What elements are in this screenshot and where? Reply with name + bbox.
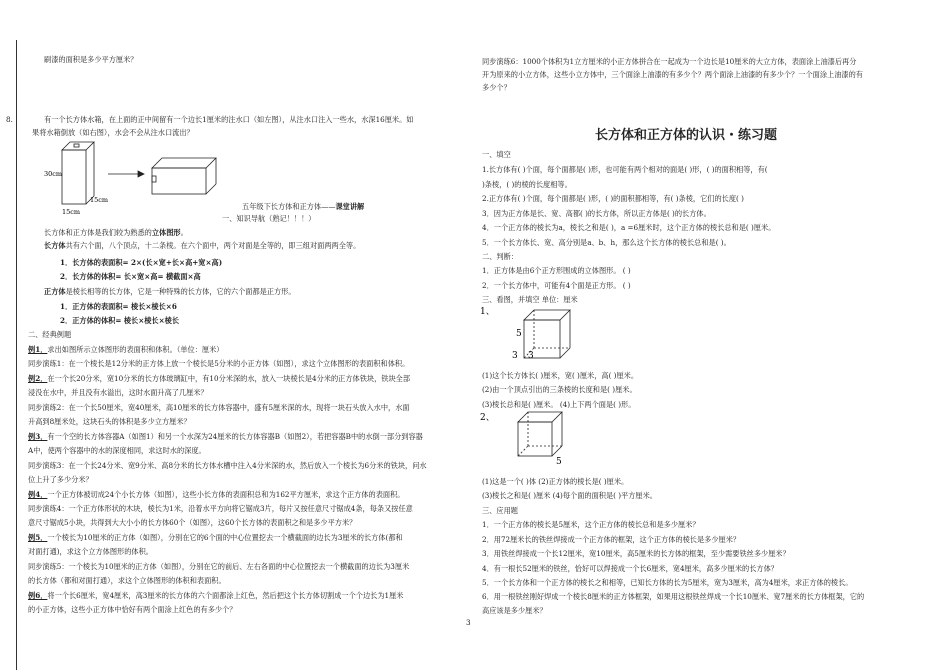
figure-question: (3)棱长总和是( )厘米。 (4)上下两个面是( )形。 — [482, 400, 636, 409]
page-number: 3 — [466, 618, 471, 627]
example-3: 例3．有一个空的长方体容器A（如图1）和另一个水深为24厘米的长方体容器B（如图2），若把容器B中的水倒一部分到容器 — [28, 432, 423, 441]
fig-label-15cm-b: 15cm — [90, 196, 109, 204]
text-line: 同步演练3：在一个长24分米、宽9分米、高8分米的长方体水槽中注入4分米深的水，然后放入一个棱长为6分米的铁块，问水 — [28, 461, 427, 470]
word-problem: 3．用铁丝焊接成一个长12厘米，宽10厘米，高5厘米的长方体的框架，至少需要铁丝多少厘米？ — [482, 549, 790, 558]
text-line: 同步演练2：在一个长50厘米，宽40厘米，高10厘米的长方体容器中，盛有5厘米深的水，现将一块石头放入水中，水面 — [28, 403, 410, 412]
section-heading: 三、看图，并填空 单位：厘米 — [482, 295, 578, 304]
figure-question: (2)由一个顶点引出的三条棱的长度和是( )厘米。 — [482, 385, 637, 394]
lesson-title: 五年级下长方体和正方体——课堂讲解 — [242, 202, 365, 211]
text-line: 同步演练1：在一个棱长是12分米的正方体上放一个棱长是5分米的小正方体（如图），求这个立体图形的表面积和体积。 — [28, 359, 410, 368]
question-number: 8. — [6, 115, 13, 124]
word-problem: 1．一个正方体的棱长是5厘米，这个正方体的棱长总和是多少厘米？ — [482, 520, 700, 529]
word-problem: 4．有一根长52厘米的铁丝，恰好可以焊接成一个长6厘米，宽4厘米，高多少厘米的长方体？ — [482, 564, 778, 573]
section-heading: 一、知识导航（熟记！！！） — [222, 214, 316, 223]
formula: 2．长方体的体积= 长×宽×高= 横截面×高 — [60, 272, 201, 281]
dim-label: 3 — [512, 351, 518, 361]
cuboid-figure-1 — [478, 306, 598, 366]
text-line: 刷漆的面积是多少平方厘米？ — [44, 55, 138, 64]
example-6: 例6．将一个长6厘米，宽4厘米，高3厘米的长方体的六个面都涂上红色，然后把这个长方体切割成一个个边长为1厘米 — [28, 591, 404, 600]
fill-question: 5．一个长方体长、宽、高分别是a、b、h，那么这个长方体的棱长总和是( )。 — [482, 238, 731, 247]
word-problem: 5．一个长方体和一个正方体的棱长之和相等，已知长方体的长为5厘米，宽为3厘米，高为4厘米，求正方体的棱长。 — [482, 578, 853, 587]
example-4: 例4．一个正方体被切成24个小长方体（如图），这些小长方体的表面积总和为162平方厘米，求这个正方体的表面积。 — [28, 490, 405, 499]
fill-question: 1.长方体有( )个面，每个面都是( )形，也可能有两个相对的面是( )形，( )的面积相等，有( — [482, 165, 768, 174]
text-line: 浸没在水中，并且没有水溢出，这时水面升高了几厘米？ — [28, 388, 208, 397]
text-line: 同步演练4：一个正方体形状的木块，棱长为1米，沿着水平方向将它锯成3片，每片又按任意尺寸锯成4条，每条又按任意 — [28, 504, 413, 513]
text-line: 果将水箱倒放（如右图），水会不会从注水口流出？ — [32, 128, 194, 137]
word-problem: 高应该是多少厘米？ — [482, 606, 547, 615]
text-line: 长方体和正方体是我们较为熟悉的立体图形。 — [44, 228, 188, 237]
page-title: 长方体和正方体的认识・练习题 — [595, 128, 778, 143]
text-line: 同步演练6：1000个体积为1立方厘米的小正方体拼合在一起成为一个边长是10厘米的大立方体，表面涂上油漆后再分 — [482, 57, 857, 66]
figure-number: 2、 — [480, 413, 495, 423]
fill-question: 2.正方体有( )个面，每个面都是( )形，( )的面积都相等，有( )条棱，它们的长度( ) — [482, 194, 744, 203]
figure-question: (3)棱长之和是( )厘米 (4)每个面的面积是( )平方厘米。 — [482, 491, 657, 500]
fig-label-15cm-a: 15cm — [62, 208, 81, 216]
text-line: 对面打通)，求这个立方体图形的体积。 — [28, 547, 153, 556]
text-line: 有一个长方体水箱，在上面的正中间留有一个边长1厘米的注水口（如左图），从注水口注入一些水，水深16厘米。如 — [44, 115, 414, 124]
dim-label: 5 — [516, 329, 522, 339]
text-line: 位上升了多少分米？ — [28, 475, 93, 484]
text-line: 的长方体（都和对面打通），求这个立体图形的体积和表面积。 — [28, 576, 226, 585]
text-line: 升高到8厘米处，这块石头的体积是多少立方厘米？ — [28, 417, 191, 426]
dim-label: 3 — [528, 351, 534, 361]
text-line: 正方体是棱长相等的长方体，它是一种特殊的长方体，它的六个面都是正方形。 — [44, 287, 296, 296]
fill-question: 4．一个正方体的棱长为a，棱长之和是( )，a =6厘米时，这个正方体的棱长总和是( )厘米。 — [482, 223, 776, 232]
judge-question: 2．一个长方体中，可能有4个面是正方形。 ( ) — [482, 281, 631, 290]
figure-question: (1)这是一个( )体 (2)正方体的棱长是( )厘米。 — [482, 477, 629, 486]
figure-question: (1)这个长方体长( )厘米，宽( )厘米，高( )厘米。 — [482, 371, 639, 380]
word-problem: 2．用72厘米长的铁丝焊接成一个正方体的框架，这个正方体的棱长是多少厘米？ — [482, 535, 741, 544]
example-2: 例2．在一个长20分米，宽10分米的长方体玻璃缸中，有10分米深的水，放入一块棱长是4分米的正方体铁块，铁块全部 — [28, 374, 411, 383]
dim-label: 5 — [556, 457, 562, 467]
text-line: 开为原来的小立方体，这些小立方体中，三个面涂上油漆的有多少个？两个面涂上油漆的有多少个？一个面涂上油漆的有 — [482, 70, 863, 79]
fig-label-30cm: 30cm — [44, 170, 63, 178]
formula: 1．正方体的表面积= 棱长×棱长×6 — [60, 302, 177, 311]
word-problem: 6．用一根铁丝刚好焊成一个棱长8厘米的正方体框架，如果用这根铁丝焊成一个长10厘米、宽7厘米的长方体框架，它的 — [482, 592, 865, 601]
formula: 2．正方体的体积= 棱长×棱长×棱长 — [60, 316, 180, 325]
text-line: A中，使两个容器中的水的深度相同，求这时水的深度。 — [28, 446, 206, 455]
section-heading: 二、判断： — [482, 252, 518, 261]
judge-question: 1．正方体是由6个正方形围成的立体图形。 ( ) — [482, 266, 631, 275]
text-line: 多少个？ — [482, 83, 511, 92]
text-line: 同步演练5：一个棱长为10厘米的正方体（如图），分别在它的前后、左右各面的中心位置挖去一个横截面的边长为3厘米 — [28, 562, 410, 571]
example-1: 例1．求出如图所示立体图形的表面积和体积。（单位：厘米） — [28, 345, 224, 354]
cube-figure-2 — [478, 408, 598, 467]
water-tank-figure — [40, 138, 240, 218]
fill-question: )条棱，( )的棱的长度相等。 — [482, 180, 572, 189]
left-margin-rule — [16, 40, 17, 670]
text-line: 意尺寸锯成5小块，共得到大大小小的长方体60个（如图），这60个长方体的表面积之和是多少平方米？ — [28, 518, 357, 527]
fill-question: 3．因为正方体是长、宽、高都( )的长方体，所以正方体是( )的长方体。 — [482, 209, 711, 218]
text-line: 的小正方体，这些小正方体中恰好有两个面涂上红色的有多少个？ — [28, 605, 237, 614]
example-5: 例5．一个棱长为10厘米的正方体（如图），分别在它的6个面的中心位置挖去一个横截面的边长为3厘米的长方体(都和 — [28, 533, 403, 542]
formula: 1．长方体的表面积= 2×(长×宽+长×高+宽×高) — [60, 258, 223, 267]
section-heading: 三、应用题 — [482, 506, 518, 515]
section-heading: 二、经典例题 — [28, 330, 72, 339]
section-heading: 一、填空 — [482, 150, 511, 159]
figure-number: 1、 — [480, 307, 495, 317]
text-line: 长方体共有六个面，八个顶点，十二条棱。在六个面中，两个对面是全等的，即三组对面两两全等。 — [44, 241, 361, 250]
